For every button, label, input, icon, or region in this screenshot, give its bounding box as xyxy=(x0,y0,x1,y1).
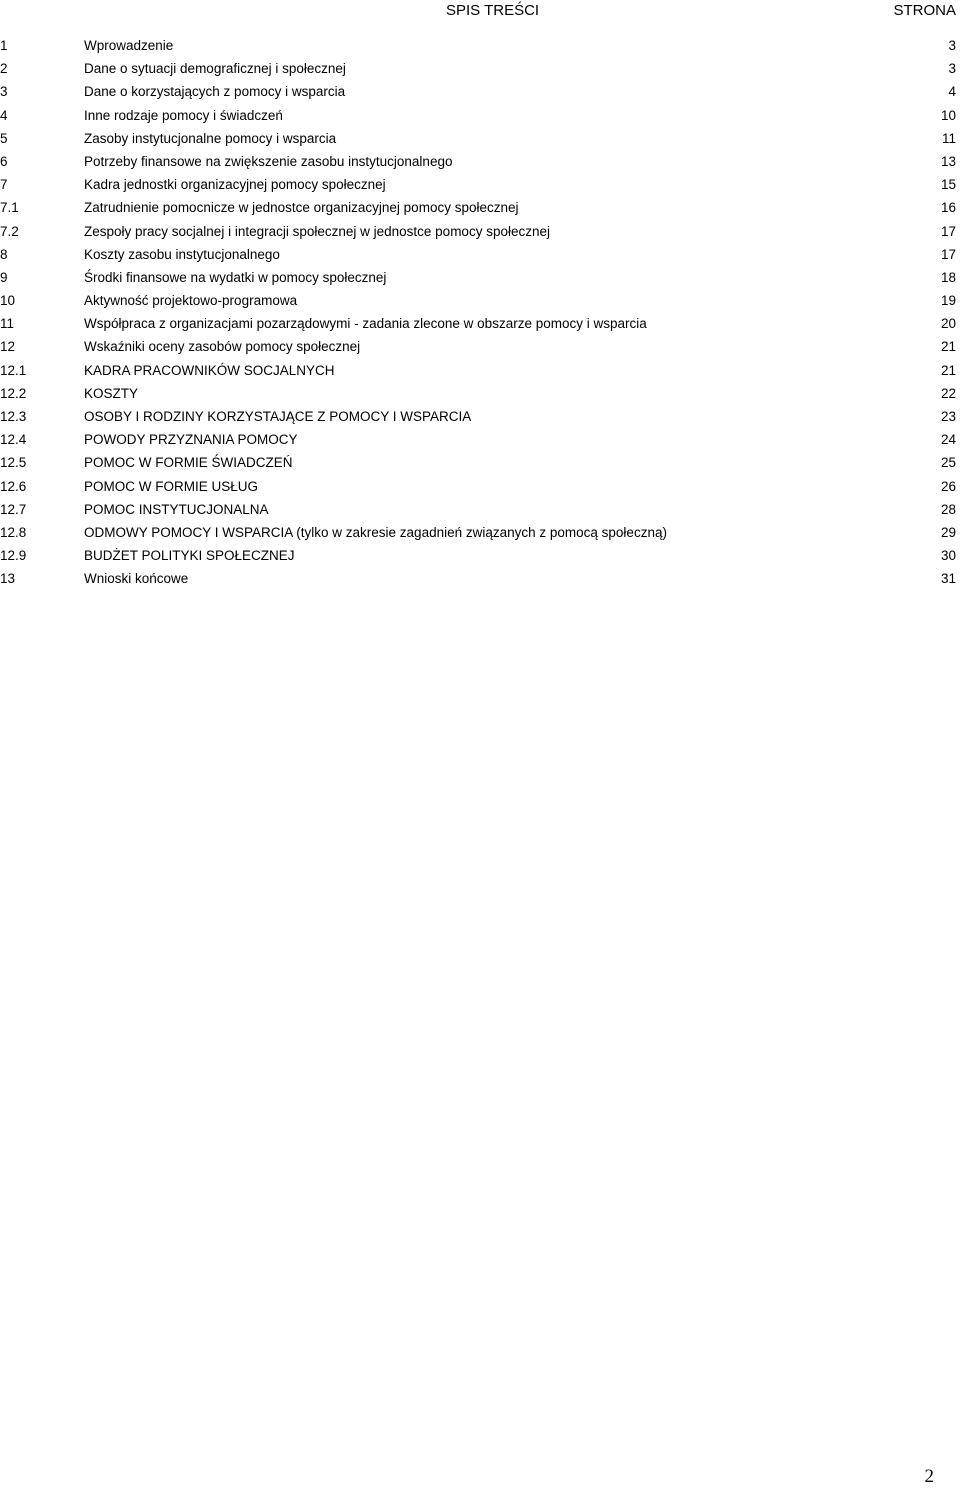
toc-entry[interactable] xyxy=(0,196,960,219)
toc-entry-page: 3 xyxy=(948,61,956,77)
toc-entry-number: 12.3 xyxy=(0,409,27,424)
toc-entry-page: 24 xyxy=(940,432,956,448)
toc-entry-number: 12.6 xyxy=(0,478,27,494)
toc-entry-number: 12.1 xyxy=(0,362,27,378)
toc-entry-number: 12.2 xyxy=(0,385,27,401)
toc-entry-page: 3 xyxy=(948,38,956,53)
toc-entry-title[interactable]: OSOBY I RODZINY KORZYSTAJĄCE Z POMOCY I WSPARCIA xyxy=(84,409,472,424)
toc-entry-title[interactable]: Wskaźniki oceny zasobów pomocy społecznej xyxy=(84,339,361,355)
toc-entry-number: 1 xyxy=(0,38,8,53)
toc-entry-page: 11 xyxy=(941,130,956,146)
toc-entry-page: 21 xyxy=(940,339,956,355)
toc-entry-page: 19 xyxy=(940,293,956,309)
toc-header xyxy=(0,0,960,22)
toc-entry-number: 12 xyxy=(0,339,16,355)
toc-entry-title[interactable]: Inne rodzaje pomocy i świadczeń xyxy=(84,107,283,123)
toc-entry-number: 8 xyxy=(0,246,8,262)
toc-entry-page: 29 xyxy=(940,524,956,540)
toc-entry-title[interactable]: Koszty zasobu instytucjonalnego xyxy=(84,246,280,262)
toc-entry[interactable] xyxy=(0,451,960,474)
toc-entry-title[interactable]: Zatrudnienie pomocnicze w jednostce organizacyjnej pomocy społecznej xyxy=(84,200,519,216)
toc-entry-number: 12.5 xyxy=(0,455,27,471)
toc-entry-page: 15 xyxy=(940,177,956,193)
toc-entry[interactable] xyxy=(0,104,960,127)
toc-entry-title[interactable]: Wnioski końcowe xyxy=(84,571,189,587)
toc-entry[interactable] xyxy=(0,335,960,358)
toc-entry[interactable] xyxy=(0,405,960,428)
toc-entry-title[interactable]: BUDŻET POLITYKI SPOŁECZNEJ xyxy=(84,548,295,564)
toc-entry-title[interactable]: ODMOWY POMOCY I WSPARCIA (tylko w zakresie zagadnień związanych z pomocą społeczną) xyxy=(84,524,667,540)
toc-entry-title[interactable]: POMOC W FORMIE ŚWIADCZEŃ xyxy=(84,455,293,471)
toc-entry-number: 6 xyxy=(0,153,8,169)
toc-entry-page: 21 xyxy=(940,362,956,378)
toc-entry-page: 31 xyxy=(940,571,956,587)
toc-entry-title[interactable]: Środki finansowe na wydatki w pomocy społecznej xyxy=(84,269,387,285)
toc-entry[interactable] xyxy=(0,80,960,103)
toc-entry-title[interactable]: Dane o sytuacji demograficznej i społecznej xyxy=(84,61,346,77)
toc-list xyxy=(0,34,960,591)
toc-entry-number: 4 xyxy=(0,107,8,123)
toc-entry[interactable] xyxy=(0,34,960,57)
toc-entry-number: 12.7 xyxy=(0,501,27,517)
toc-entry-number: 11 xyxy=(0,316,15,332)
toc-entry-page: 26 xyxy=(940,478,956,494)
toc-entry[interactable] xyxy=(0,428,960,451)
toc-entry[interactable] xyxy=(0,57,960,80)
toc-entry-page: 10 xyxy=(940,107,956,123)
toc-entry-number: 10 xyxy=(0,293,16,309)
toc-entry-page: 18 xyxy=(940,269,956,285)
toc-entry-title[interactable]: Dane o korzystających z pomocy i wsparcia xyxy=(84,84,346,100)
toc-entry-page: 13 xyxy=(940,153,956,169)
toc-entry[interactable] xyxy=(0,173,960,196)
toc-entry-number: 9 xyxy=(0,269,8,285)
toc-entry-title[interactable]: Kadra jednostki organizacyjnej pomocy społecznej xyxy=(84,177,386,193)
toc-entry-title[interactable]: POMOC W FORMIE USŁUG xyxy=(84,478,259,494)
toc-entry-number: 7 xyxy=(0,177,8,193)
toc-entry-title[interactable]: Aktywność projektowo-programowa xyxy=(84,293,298,309)
page-column-label: STRONA xyxy=(893,2,956,19)
toc-entry-title[interactable]: Współpraca z organizacjami pozarządowymi - zadania zlecone w obszarze pomocy i wsparcia xyxy=(84,316,647,332)
toc-entry-page: 17 xyxy=(940,223,956,239)
toc-entry-page: 4 xyxy=(948,84,956,100)
toc-entry-number: 5 xyxy=(0,130,8,146)
toc-entry[interactable] xyxy=(0,498,960,521)
page-number: 2 xyxy=(924,1466,934,1487)
toc-entry[interactable] xyxy=(0,382,960,405)
toc-entry-number: 7.1 xyxy=(0,200,19,216)
toc-title: SPIS TREŚCI xyxy=(446,2,540,19)
toc-entry[interactable] xyxy=(0,289,960,312)
toc-entry-title[interactable]: POMOC INSTYTUCJONALNA xyxy=(84,501,269,517)
toc-entry-page: 22 xyxy=(940,385,956,401)
toc-entry-title[interactable]: POWODY PRZYZNANIA POMOCY xyxy=(84,432,298,448)
toc-entry-page: 25 xyxy=(940,455,956,471)
toc-entry-page: 20 xyxy=(940,316,956,332)
toc-entry-title[interactable]: KOSZTY xyxy=(84,385,139,401)
toc-entry[interactable] xyxy=(0,544,960,567)
toc-entry-number: 12.8 xyxy=(0,524,27,540)
toc-entry[interactable] xyxy=(0,521,960,544)
toc-entry-page: 17 xyxy=(940,246,956,262)
toc-entry-title[interactable]: Zasoby instytucjonalne pomocy i wsparcia xyxy=(84,130,337,146)
toc-entry-page: 30 xyxy=(940,548,956,564)
toc-entry-page: 28 xyxy=(940,501,956,517)
toc-entry-number: 12.4 xyxy=(0,432,27,448)
toc-entry[interactable] xyxy=(0,127,960,150)
toc-entry-number: 13 xyxy=(0,571,16,587)
toc-entry[interactable] xyxy=(0,266,960,289)
toc-entry-title[interactable]: KADRA PRACOWNIKÓW SOCJALNYCH xyxy=(84,362,335,378)
toc-entry-page: 23 xyxy=(940,409,956,424)
toc-entry-title[interactable]: Wprowadzenie xyxy=(84,38,174,53)
toc-entry-number: 2 xyxy=(0,61,8,77)
toc-entry-number: 12.9 xyxy=(0,548,27,564)
toc-entry-number: 7.2 xyxy=(0,223,19,239)
toc-entry[interactable] xyxy=(0,150,960,173)
toc-entry[interactable] xyxy=(0,243,960,266)
toc-entry-title[interactable]: Potrzeby finansowe na zwiększenie zasobu instytucjonalnego xyxy=(84,153,453,169)
toc-entry-number: 3 xyxy=(0,84,8,100)
toc-entry[interactable] xyxy=(0,312,960,335)
toc-entry-title[interactable]: Zespoły pracy socjalnej i integracji społecznej w jednostce pomocy społecznej xyxy=(84,223,550,239)
toc-entry[interactable] xyxy=(0,475,960,498)
toc-entry[interactable] xyxy=(0,220,960,243)
toc-entry-page: 16 xyxy=(940,200,956,216)
toc-entry[interactable] xyxy=(0,567,960,590)
toc-entry[interactable] xyxy=(0,359,960,382)
